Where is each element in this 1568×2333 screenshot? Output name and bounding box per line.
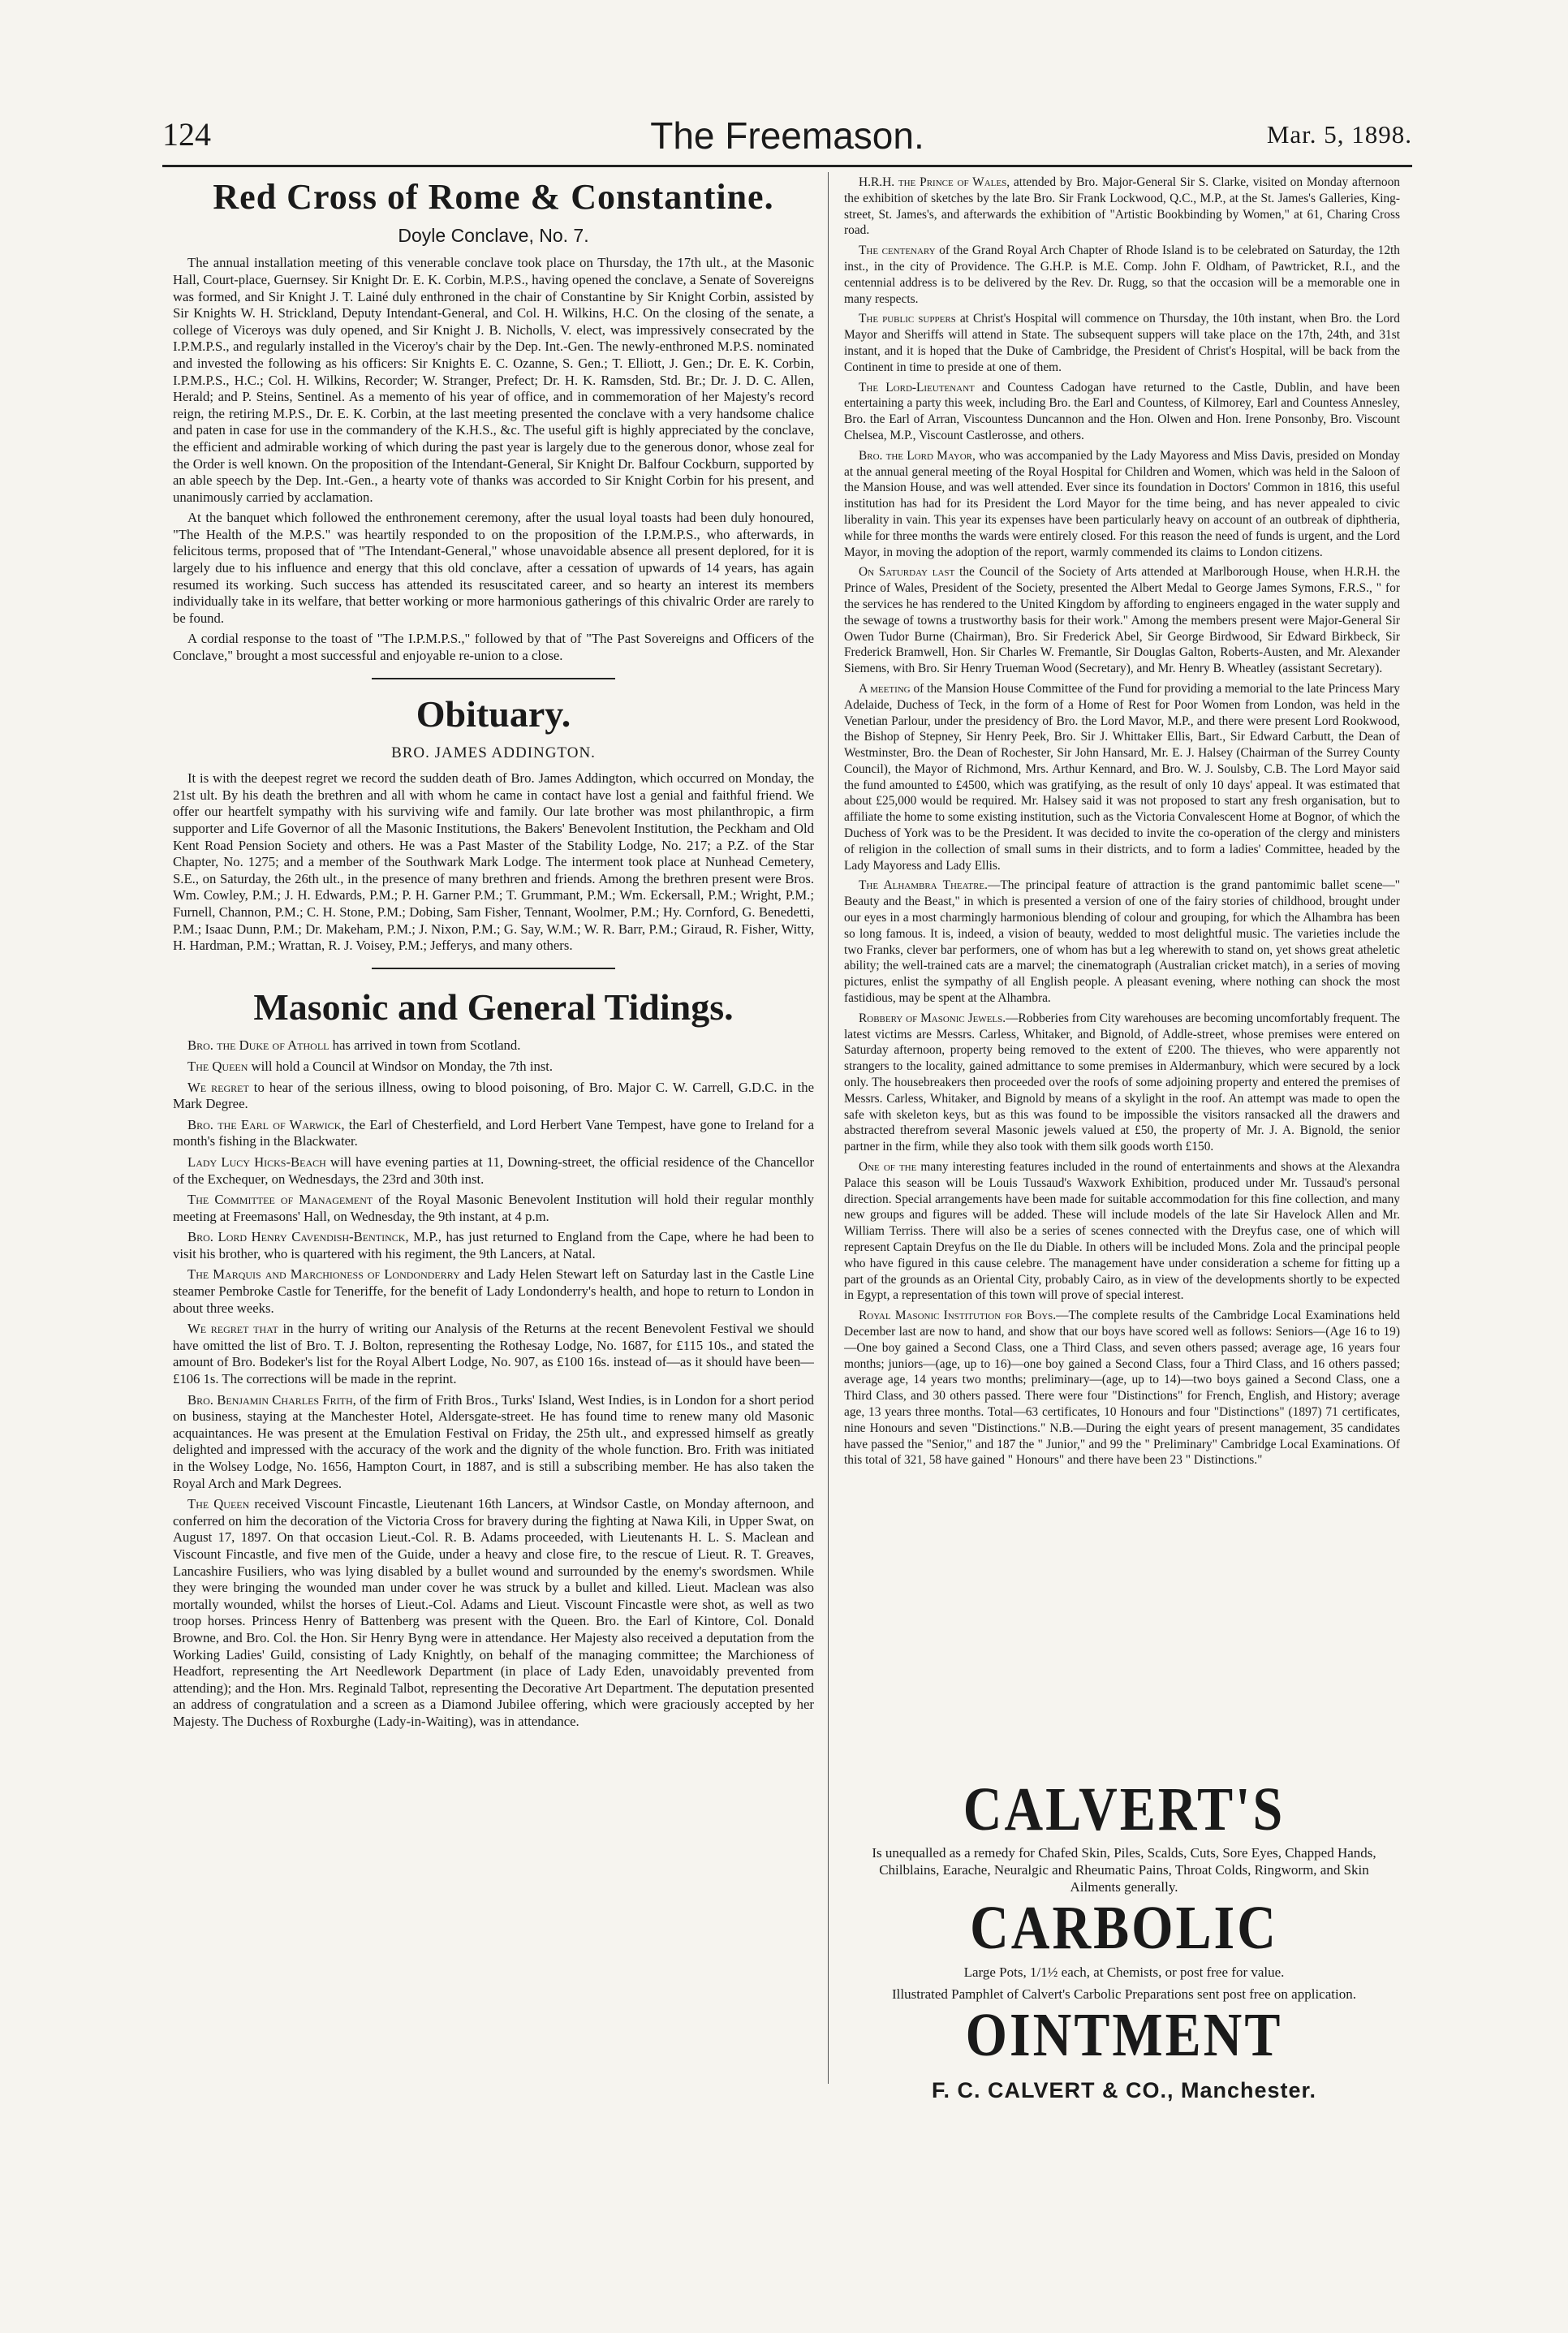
news-paragraph-lead: Royal Masonic Institution for Boys. — [859, 1309, 1057, 1323]
masonic-tidings-paragraph-lead: The Queen — [187, 1496, 250, 1512]
news-paragraph-lead: One of the — [859, 1160, 917, 1175]
obituary-title: Obituary. — [416, 692, 571, 735]
masonic-tidings-paragraph-text: M.P., has just returned to England from the Cape, where he had been to visit his brother, who is quartered with his regiment, the 9th Lancers, at Natal. — [173, 1229, 814, 1261]
advert-heading-calverts: CALVERT'S — [963, 1775, 1286, 1844]
advert-footer: F. C. CALVERT & CO., Manchester. — [931, 2077, 1317, 2102]
news-paragraph-text: at Christ's Hospital will commence on Thursday, the 10th instant, when Bro. the Lord Mayor and Sheriffs will attend in State. The subsequent suppers will take place on the 17th, 24th, and 31st instant, and it is hoped that the Duke of Cambridge, the President of Christ's Hospital, will be back from the Continent in time to preside at one of them. — [844, 312, 1400, 374]
masonic-tidings-paragraph-text: will hold a Council at Windsor on Monday, the 7th inst. — [248, 1058, 554, 1074]
news-paragraph-lead: A meeting — [859, 681, 911, 696]
news-paragraph — [844, 175, 1400, 239]
masonic-tidings-paragraph — [173, 1321, 814, 1387]
header-rule — [162, 165, 1412, 167]
page-header — [162, 114, 1412, 162]
news-paragraph — [844, 1159, 1400, 1304]
news-paragraph-lead: Robbery of Masonic Jewels. — [859, 1011, 1006, 1025]
masonic-tidings-paragraph — [173, 1080, 814, 1113]
masonic-tidings-paragraph-lead: We regret — [187, 1079, 249, 1095]
news-paragraph-text: the Council of the Society of Arts attended at Marlborough House, when H.R.H. the Prince of Wales, President of the Society, presented the Albert Medal to George James Symons, F.R.S., " for the services he has rendered to the United Kingdom by affording to engineers engaged in the water supply and the sewage of towns a trustworthy basis for their work." Among the members present were Major-General Sir Owen Tudor Burne (Chairman), Bro. Sir Frederick Abel, Sir George Birdwood, Sir Edward Birkbeck, Sir Frederick Bramwell, Hon. Sir Charles W. Fremantle, Sir Douglas Galton, Roberts-Austen, and Mr. Alexander Siemens, with Bro. Sir Henry Trueman Wood (Secretary), and Mr. Henry B. Wheatley (assistant Secretary). — [844, 565, 1400, 676]
masonic-tidings-title: Masonic and General Tidings. — [253, 985, 734, 1028]
red-cross-paragraph: At the banquet which followed the enthronement ceremony, after the usual loyal toasts had been duly honoured, "The Health of the M.P.S." was heartily responded to on the proposition of the I.P.M.P.S., who afterwards, in felicitous terms, proposed that of "The Intendant-General," whose unavoidable absence all present deplored, for it is largely due to his influence and energy that this old conclave, after a cessation of upwards of 14 years, has again resumed its working. Such success has attended its resuscitated career, and so hearty an interest its members individually take in its welfare, that better working or more harmonious gatherings of this chivalric Order are rarely to be found. — [173, 510, 814, 626]
advert-heading-carbolic: CARBOLIC — [970, 1894, 1278, 1963]
news-paragraph — [844, 1308, 1400, 1468]
masonic-tidings-paragraph — [173, 1037, 814, 1054]
advert-heading-ointment: OINTMENT — [965, 2001, 1283, 2070]
news-paragraph-lead: H.R.H. the Prince of Wales, — [859, 175, 1010, 189]
news-paragraph — [844, 243, 1400, 307]
news-paragraph — [844, 564, 1400, 677]
masonic-tidings-paragraph — [173, 1496, 814, 1730]
masonic-tidings-paragraph-lead: Bro. the Earl of Warwick, — [187, 1116, 345, 1132]
news-paragraph — [844, 681, 1400, 874]
advert-text: Is unequalled as a remedy for Chafed Skin, Piles, Scalds, Cuts, Sore Eyes, Chapped Hands, Chilblains, Earache, Neuralgic and Rheumatic Pains, Throat Colds, Ringworm, and Skin Ailments generally. — [872, 1845, 1376, 1895]
masonic-tidings-paragraph-lead: The Queen — [187, 1058, 248, 1074]
news-paragraph-lead: The centenary — [859, 244, 936, 258]
masonic-tidings-list — [173, 1037, 814, 1730]
masonic-tidings-paragraph-lead: Bro. Benjamin Charles Frith, — [187, 1391, 356, 1408]
news-paragraph-lead: On Saturday last — [859, 565, 955, 580]
masonic-tidings-paragraph-text: the Earl of Chesterfield, and Lord Herbert Vane Tempest, have gone to Ireland for a month's fishing in the Blackwater. — [173, 1116, 814, 1149]
obituary-paragraph: It is with the deepest regret we record the sudden death of Bro. James Addington, which occurred on Monday, the 21st ult. By his death the brethren and all with whom he came in contact have lost a genial and faithful friend. We offer our heartfelt sympathy with his surviving wife and family. Our late brother was most philanthropic, a firm supporter and Life Governor of all the Masonic Institutions, the Bakers' Benevolent Institution, the Peckham and Old Kent Road Pension Society and others. He was a Past Master of the Stability Lodge, No. 217; a P.Z. of the Star Chapter, No. 1275; and a member of the Southwark Mark Lodge. The interment took place at Nunhead Cemetery, S.E., on Saturday, the 26th ult., in the presence of many brethren and friends. Among the brethren present were Bros. Wm. Cowley, P.M.; J. H. Edwards, P.M.; P. H. Garner P.M.; T. Grummant, P.M.; Wm. Eckersall, P.M.; Wright, P.M.; Furnell, Channon, P.M.; C. H. Stone, P.M.; Dobing, Sam Fisher, Tennant, Woolmer, P.M.; Hy. Cornford, G. Benedetti, P.M.; Isaac Dunn, P.M.; Dr. Makeham, P.M.; J. Nixon, P.M.; G. Say, W.M.; W. R. Barr, P.M.; Giraud, R. Fisher, Witty, H. Hardman, P.M.; Wrattan, R. J. Voisey, P.M.; Jefferys, and many others. — [173, 770, 814, 954]
masonic-tidings-paragraph-lead: The Marquis and Marchioness of Londonderry — [187, 1266, 460, 1283]
red-cross-title: Red Cross of Rome & Constantine. — [213, 177, 774, 217]
masonic-tidings-paragraph — [173, 1392, 814, 1493]
masonic-tidings-paragraph-lead: We regret that — [187, 1321, 278, 1337]
news-paragraph-text: attended by Bro. Major-General Sir S. Clarke, visited on Monday afternoon the exhibition of sketches by the late Bro. Sir Frank Lockwood, Q.C., M.P., at the St. James's Galleries, King-street, St. James's, and afterwards the exhibition of "Artistic Bookbinding by Women," at 61, Charing Cross road. — [844, 175, 1400, 238]
masonic-tidings-paragraph-lead: Bro. the Duke of Atholl — [187, 1037, 330, 1054]
news-paragraph — [844, 448, 1400, 561]
masthead: The Freemason. — [650, 114, 924, 157]
masonic-tidings-paragraph-lead: The Committee of Management — [187, 1192, 373, 1208]
masonic-tidings-paragraph — [173, 1229, 814, 1262]
page-number: 124 — [162, 116, 211, 153]
masonic-tidings-paragraph-lead: Bro. Lord Henry Cavendish-Bentinck, — [187, 1229, 409, 1245]
section-divider — [372, 968, 615, 969]
masonic-tidings-paragraph — [173, 1059, 814, 1076]
masonic-tidings-paragraph-text: of the firm of Frith Bros., Turks' Island, West Indies, is in London for a short period on business, staying at the Manchester Hotel, Aldersgate-street. He has found time to renew many old Masonic acquaintances. He was present at the Emulation Festival on Friday, the 25th ult., and expressed himself as greatly delighted and impressed with the accuracy of the work and the dignity of the whole function. Bro. Frith was initiated in the Wolsey Lodge, No. 1656, Hampton Court, in 1887, and is still a subscribing member. He has also taken the Royal Arch and Mark Degrees. — [173, 1391, 814, 1491]
right-news-list — [844, 175, 1400, 1468]
masonic-tidings-paragraph-text: has arrived in town from Scotland. — [329, 1037, 521, 1054]
left-column — [173, 175, 814, 2066]
red-cross-paragraph: The annual installation meeting of this venerable conclave took place on Thursday, the 17th ult., at the Masonic Hall, Court-place, Guernsey. Sir Knight Dr. E. K. Corbin, M.P.S., having opened the conclave, a Senate of Sovereigns was formed, and Sir Knight J. T. Lainé duly enthroned in the chair of Constantine by Sir Knight Corbin, assisted by Sir Knights W. H. Strickland, Deputy Intendant-General, and Col. H. Wilkins, H.C. On the closing of the senate, a college of Viceroys was duly opened, and Sir Knight J. B. Nicholls, V. elect, was impressively consecrated by the I.P.M.P.S., and regularly installed in the Viceroy's chair by the Dep. Int.-Gen. The newly-enthroned M.P.S. nominated and invested the following as his officers: Sir Knights E. C. Ozanne, S. Gen.; T. Elliott, J. Gen.; Dr. E. K. Corbin, I.P.M.P.S., H.C.; Col. H. Wilkins, Recorder; W. Stranger, Prefect; Dr. H. K. Ramsden, Std. Br.; Dr. J. D. C. Allen, Herald; and P. Steins, Sentinel. As a memento of his year of office, and in commemoration of her Majesty's record reign, the retiring M.P.S., Dr. E. K. Corbin, at the last meeting presented the conclave with a very handsome chalice and paten in case for use in the commandery of the K.H.S., &c. The useful gift is highly appreciated by the conclave, the efficient and admirable working of which during the past year is largely due to the generous donor, whose zeal for the Order is well known. On the proposition of the Intendant-General, Sir Knight Dr. Balfour Cockburn, supported by an able speech by the Dep. Int.-Gen., a hearty vote of thanks was accorded to Sir Knight Corbin for his present, and unanimously carried by acclamation. — [173, 255, 814, 505]
masonic-tidings-paragraph-text: will have evening parties at 11, Downing-street, the official residence of the Chancellor of the Exchequer, on Wednesdays, the 23rd and 30th inst. — [173, 1154, 814, 1187]
masonic-tidings-paragraph-text: of the Royal Masonic Benevolent Institution will hold their regular monthly meeting at Freemasons' Hall, on Wednesday, the 9th instant, at 4 p.m. — [173, 1192, 814, 1224]
column-divider — [828, 172, 829, 2084]
news-paragraph-text: —The complete results of the Cambridge Local Examinations held December last are now to hand, and show that our boys have scored well as follows: Seniors—(Age 16 to 19)—One boy gained a Second Class, one a Third Class, and seven others passed; average age, 16 years four months; juniors—(age, up to 16)—one boy gained a Second Class, four a Third Class, and 16 others passed; average age, 14 years two months; preliminary—(age, up to 14)—two boys gained a Second Class, one a Third Class, and 30 others passed. There were four "Distinctions" for French, English, and History; average age, 13 years three months. Total—63 certificates, 10 Honours and four "Distinctions" (1897) 71 certificates, nine Honours and seven "Distinctions." N.B.—During the eight years of present management, 35 candidates have passed the "Senior," and 187 the " Junior," and 99 the " Preliminary" Cambridge Local Examinations. Of this total of 321, 58 have gained " Honours" and there have been 23 " Distinctions." — [844, 1309, 1400, 1468]
news-paragraph-lead: The public suppers — [859, 312, 956, 326]
news-paragraph-lead: The Lord-Lieutenant — [859, 380, 975, 395]
news-paragraph-text: and Countess Cadogan have returned to the Castle, Dublin, and have been entertaining a party this week, including Bro. the Earl and Countess, of Kilmorey, Earl and Countess Annesley, Bro. the Earl of Arran, Viscountess Duncannon and the Hon. Olwen and Hon. Irene Ponsonby, Bro. Viscount Chelsea, M.P., Viscount Castlerosse, and others. — [844, 380, 1400, 442]
news-paragraph-lead: Bro. the Lord Mayor, — [859, 448, 976, 463]
masonic-tidings-paragraph — [173, 1154, 814, 1188]
advert-price-text: Large Pots, 1/1½ each, at Chemists, or post free for value. — [963, 1964, 1285, 1980]
advert-pamphlet-text: Illustrated Pamphlet of Calvert's Carbolic Preparations sent post free on application. — [892, 1986, 1356, 2002]
news-paragraph — [844, 311, 1400, 375]
news-paragraph-text: of the Mansion House Committee of the Fund for providing a memorial to the late Princess Mary Adelaide, Duchess of Teck, in the form of a Home of Rest for Poor Women from London, was held in the Venetian Parlour, under the presidency of Bro. the Lord Mavor, M.P., and there were present Lord Rookwood, the Bishop of Stepney, Sir Henry Peek, Bro. Sir J. Whittaker Ellis, Bart., Sir Edward Carbutt, the Dean of Westminster, Bro. the Dean of Rochester, Sir John Hansard, Mr. E. J. Halsey (Chairman of the Surrey County Council), the Mayor of Richmond, Mrs. Arthur Kennard, and Bro. W. J. Soulsby, C.B. The Lord Mayor said the fund amounted to £4500, which was gratifying, as the result of only 10 days' appeal. It was estimated that about £25,000 would be required. Mr. Halsey said it was not proposed to start any fresh organisation, but to affiliate the home to some existing institution, such as the Victoria Convalescent Home at Bognor, of which the Duchess of York was to be the President. It was decided to invite the co-operation of the clergy and ministers of religion in the collection of small sums in their districts, and to form a ladies' Committee, headed by the Lady Mayoress and Lady Ellis. — [844, 681, 1400, 873]
news-paragraph — [844, 1011, 1400, 1155]
news-paragraph-lead: The Alhambra Theatre. — [859, 878, 988, 893]
issue-date: Mar. 5, 1898. — [1266, 120, 1412, 149]
calverts-advert — [848, 1775, 1400, 2102]
red-cross-paragraph: A cordial response to the toast of "The I.P.M.P.S.," followed by that of "The Past Sovereigns and Officers of the Conclave," brought a most successful and enjoyable re-union to a close. — [173, 631, 814, 664]
news-paragraph-text: many interesting features included in the round of entertainments and shows at the Alexandra Palace this season will be Louis Tussaud's Waxwork Exhibition, produced under Mr. Tussaud's personal direction. Special arrangements have been made for suitable accommodation for this fine collection, and many new groups and figures will be added. These will include models of the late Sir Havelock Allen and Mr. William Terriss. There will also be a series of scenes connected with the Dreyfus case, one of which will represent Captain Dreyfus on the Ile du Diable. In others will be included Mons. Zola and the principal people who have figured in this cause celebre. The management have under consideration a scheme for fitting up a part of the grounds as an Oriental City, probably Cairo, as in view of the developments shortly to be expected in Egypt, a representation of this town will prove of special interest. — [844, 1160, 1400, 1303]
news-paragraph-text: who was accompanied by the Lady Mayoress and Miss Davis, presided on Monday at the annual general meeting of the Royal Hospital for Children and Women, which was held in the Saloon of the Mansion House, and was well attended. Ever since its foundation in Doctors' Common in 1816, this useful institution has had for its President the Lord Mayor for the time being, and has never appealed to civic liberality in vain. This year its expenses have been particularly heavy on account of an outbreak of diphtheria, while for three months the wards were entirely closed. For this reason the need of funds is urgent, and the Lord Mayor, in moving the adoption of the report, warmly commended its claims to London citizens. — [844, 448, 1400, 559]
news-paragraph-text: —The principal feature of attraction is the grand pantomimic ballet scene—" Beauty and the Beast," in which is presented a version of one of the fairy stories of childhood, brought under our eyes in a most charmingly harmonious blending of colour and grouping, for which the Alhambra has been so long famous. It is, indeed, a vision of beauty, wedded to most delightful music. The varieties include the two Franks, clever bar performers, one of whom has but a leg wherewith to stand on, yet shows great atheletic ability; the well-trained cats are a marvel; the cinematograph (Australian cricket match), in a series of moving pictures, enlist the sympathy of all English people. A pleasant evening, where nothing can shock the most fastidious, may be spent at the Alhambra. — [844, 878, 1400, 1006]
masonic-tidings-paragraph-text: received Viscount Fincastle, Lieutenant 16th Lancers, at Windsor Castle, on Monday afternoon, and conferred on him the decoration of the Victoria Cross for bravery during the fighting at Nawa Kili, in Upper Swat, on August 17, 1897. On that occasion Lieut.-Col. R. B. Adams proceeded, with Lieutenants H. L. S. Maclean and Viscount Fincastle, and five men of the Guide, under a heavy and close fire, to the rescue of Lieut. R. T. Greaves, Lancashire Fusiliers, who was lying disabled by a bullet wound and surrounded by the enemy's swordsmen. While they were bringing the wounded man under cover he was struck by a bullet and killed. Lieut. Maclean was also mortally wounded, whilst the horses of Lieut.-Col. Adams and Lieut. Viscount Fincastle were shot, as well as two troop horses. Princess Henry of Battenberg was present with the Queen. Bro. the Earl of Kintore, Col. Donald Browne, and Bro. Col. the Hon. Sir Henry Byng were in attendance. Her Majesty also received a deputation from the Working Ladies' Guild, consisting of Lady Knightly, on behalf of the managing committee; the Marchioness of Headfort, representing the Art Needlework Department (in place of Lady Eden, unavoidably prevented from attending); and the Hon. Mrs. Reginald Talbot, representing the Decorative Art Department. The deputation presented an address of congratulation and a screen as a Diamond Jubilee offering, which were graciously accepted by her Majesty. The Duchess of Roxburghe (Lady-in-Waiting), was in attendance. — [173, 1496, 814, 1729]
section-divider — [372, 678, 615, 679]
masonic-tidings-paragraph-text: to hear of the serious illness, owing to blood poisoning, of Bro. Major C. W. Carrell, G.D.C. in the Mark Degree. — [173, 1079, 814, 1112]
masonic-tidings-paragraph — [173, 1192, 814, 1225]
masonic-tidings-paragraph — [173, 1266, 814, 1317]
masonic-tidings-paragraph — [173, 1117, 814, 1150]
news-paragraph-text: —Robberies from City warehouses are becoming uncomfortably frequent. The latest victims are Messrs. Carless, Whitaker, and Bignold, of Addle-street, whose premises were entered on Saturday afternoon, property being removed to the extent of £200. The thieves, who were apparently not strangers to the locality, gained admittance to some premises in Aldermanbury, which were secured by a lock only. The housebreakers then proceeded over the roofs of some adjoining property and entered the premises of Messrs. Carless, Whitaker, and Bignold by means of a skylight in the roof. An attempt was made to open the safe with skeleton keys, but as this was found to be impossible the visitors ransacked all the drawers and abstracted therefrom several Masonic jewels valued at £50, the property of Mr. J. A. Bignold, the senior partner in the firm, while they also took with them silk goods worth £150. — [844, 1011, 1400, 1154]
masonic-tidings-paragraph-text: in the hurry of writing our Analysis of the Returns at the recent Benevolent Festival we should have omitted the list of Bro. T. J. Bolton, representing the Rothesay Lodge, No. 1687, for £115 10s., and stated the amount of Bro. Bodeker's list for the Royal Albert Lodge, No. 907, as £100 16s. instead of—as it should have been—£106 1s. The corrections will be made in the reprint. — [173, 1321, 814, 1387]
obituary-subtitle: BRO. JAMES ADDINGTON. — [391, 744, 596, 762]
news-paragraph — [844, 878, 1400, 1006]
masonic-tidings-paragraph-text: and Lady Helen Stewart left on Saturday last in the Castle Line steamer Pembroke Castle for Teneriffe, for the benefit of Lady Londonderry's health, and hope to return to London in about three weeks. — [173, 1266, 814, 1316]
red-cross-subtitle: Doyle Conclave, No. 7. — [398, 225, 589, 247]
masonic-tidings-paragraph-lead: Lady Lucy Hicks-Beach — [187, 1154, 326, 1170]
news-paragraph — [844, 380, 1400, 444]
news-paragraph-text: of the Grand Royal Arch Chapter of Rhode Island is to be celebrated on Saturday, the 12th inst., in the city of Providence. The G.H.P. is M.E. Comp. John F. Oldham, of Pawtricket, R.I., and the centennial address is to be delivered by the Rev. Dr. Rugg, so that the occasion will be a memorable one in many respects. — [844, 244, 1400, 306]
